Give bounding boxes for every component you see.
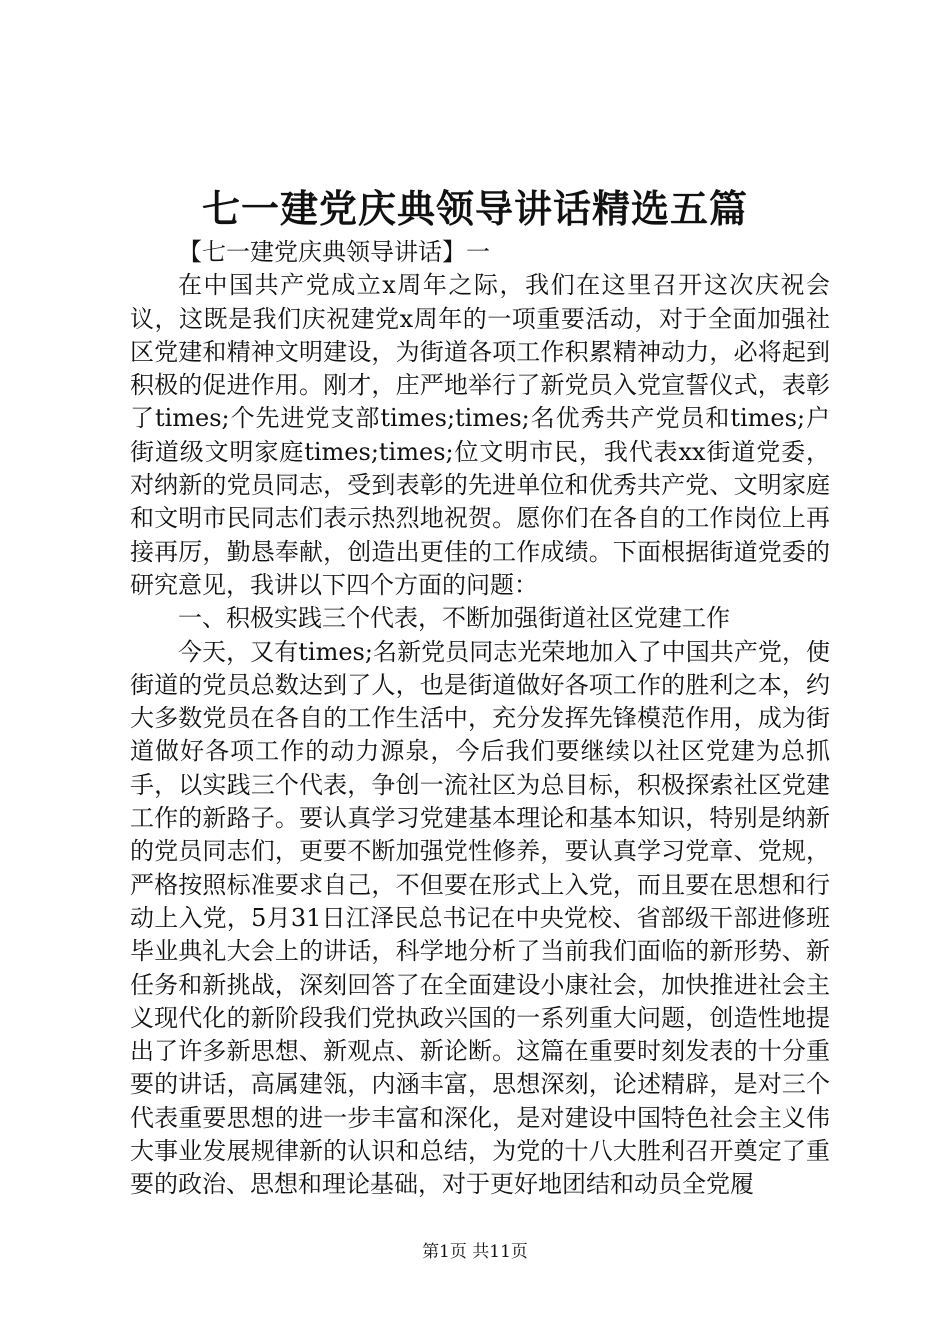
page-number-footer: 第1页 共11页	[422, 1242, 528, 1262]
document-body	[130, 236, 830, 1202]
document-title: 七一建党庆典领导讲话精选五篇	[201, 186, 748, 231]
section-heading: 【七一建党庆典领导讲话】一	[178, 238, 490, 266]
body-paragraph: 今天，又有times;名新党员同志光荣地加入了中国共产党，使街道的党员总数达到了人，也是街道做好各项工作的胜利之本，约大多数党员在各自的工作生活中，充分发挥先锋模范作用，成为街道做好各项工作的动力源泉，今后我们要继续以社区党建为总抓手，以实践三个代表，争创一流社区为总目标，积极探索社区党建工作的新路子。要认真学习党建基本理论和基本知识，特别是纳新的党员同志们，更要不断加强党性修养，要认真学习党章、党规，严格按照标准要求自己，不但要在形式上入党，而且要在思想和行动上入党，5月31日江泽民总书记在中央党校、省部级干部进修班毕业典礼大会上的讲话，科学地分析了当前我们面临的新形势、新任务和新挑战，深刻回答了在全面建设小康社会，加快推进社会主义现代化的新阶段我们党执政兴国的一系列重大问题，创造性地提出了许多新思想、新观点、新论断。这篇在重要时刻发表的十分重要的讲话，高属建瓴，内涵丰富，思想深刻，论述精辟，是对三个代表重要思想的进一步丰富和深化，是对建设中国特色社会主义伟大事业发展规律新的认识和总结，为党的十八大胜利召开奠定了重要的政治、思想和理论基础，对于更好地团结和动员全党履	[130, 637, 830, 1199]
body-paragraph: 在中国共产党成立x周年之际，我们在这里召开这次庆祝会议，这既是我们庆祝建党x周年的一项重要活动，对于全面加强社区党建和精神文明建设，为街道各项工作积累精神动力，必将起到积极的促进作用。刚才，庄严地举行了新党员入党宣誓仪式，表彰了times;个先进党支部times;times;名优秀共产党员和times;户街道级文明家庭times;times;位文明市民，我代表xx街道党委，对纳新的党员同志，受到表彰的先进单位和优秀共产党、文明家庭和文明市民同志们表示热烈地祝贺。愿你们在各自的工作岗位上再接再厉，勤恳奉献，创造出更佳的工作成绩。下面根据街道党委的研究意见，我讲以下四个方面的问题：	[130, 271, 830, 599]
subsection-heading: 一、积极实践三个代表，不断加强街道社区党建工作	[178, 604, 730, 633]
